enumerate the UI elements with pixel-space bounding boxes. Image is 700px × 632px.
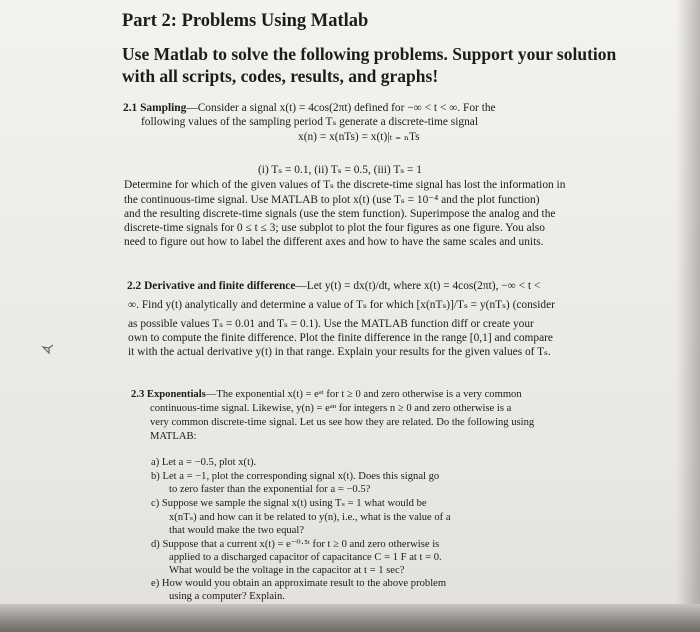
list-item-c-cont-2: that would make the two equal? xyxy=(169,525,305,536)
list-item-b-cont: to zero faster than the exponential for a = −0.5? xyxy=(169,484,371,495)
instruction-line-2: with all scripts, codes, results, and graphs! xyxy=(122,66,439,86)
part-title: Part 2: Problems Using Matlab xyxy=(122,11,369,31)
list-item-c: c) Suppose we sample the signal x(t) using Tₛ = 1 what would be xyxy=(151,498,427,509)
p22-line-1: 2.2 Derivative and finite difference—Let y(t) = dx(t)/dt, where x(t) = 4cos(2πt), −∞ < t < xyxy=(127,280,541,292)
list-item-c-cont-1: x(nTₛ) and how can it be related to y(n), i.e., what is the value of a xyxy=(169,512,451,523)
list-item-e-cont: using a computer? Explain. xyxy=(169,591,285,602)
instruction-line-1: Use Matlab to solve the following problems. Support your solution xyxy=(122,44,617,64)
p22-heading: 2.2 Derivative and finite difference xyxy=(127,280,296,292)
page-bottom-edge xyxy=(0,604,700,632)
p21-equation: x(n) = x(nTs) = x(t)|ₜ ₌ ₙTs xyxy=(298,131,420,143)
p23-line-1: 2.3 Exponentials—The exponential x(t) = eᵃᵗ for t ≥ 0 and zero otherwise is a very common xyxy=(131,389,522,400)
p21-line-5: Determine for which of the given values of Tₛ the discrete-time signal has lost the information in xyxy=(124,179,566,191)
p22-line-5: it with the actual derivative y(t) in that range. Explain your results for the given values of Tₛ. xyxy=(128,346,551,358)
p21-heading: 2.1 Sampling xyxy=(123,102,187,114)
p21-line-6: the continuous-time signal. Use MATLAB to plot x(t) (use Tₛ = 10⁻⁴ and the plot function) xyxy=(124,194,540,206)
p22-line-4: own to compute the finite difference. Plot the finite difference in the range [0,1] and compare xyxy=(128,332,553,344)
p21-line-2: following values of the sampling period Tₛ generate a discrete-time signal xyxy=(141,116,479,128)
list-item-b: b) Let a = −1, plot the corresponding signal x(t). Does this signal go xyxy=(151,471,440,482)
p21-line-7: and the resulting discrete-time signals (use the stem function). Superimpose the analog and the xyxy=(124,208,556,220)
p21-line-8: discrete-time signals for 0 ≤ t ≤ 3; use subplot to plot the four figures as one figure. You also xyxy=(124,222,545,234)
p23-line-2: continuous-time signal. Likewise, y(n) = eᵃⁿ for integers n ≥ 0 and zero otherwise is a xyxy=(150,403,512,414)
list-item-e: e) How would you obtain an approximate result to the above problem xyxy=(151,578,447,589)
p23-heading: 2.3 Exponentials xyxy=(131,389,206,400)
p23-line-4: MATLAB: xyxy=(150,431,197,442)
p22-line-3: as possible values Tₛ = 0.01 and Tₛ = 0.1). Use the MATLAB function diff or create your xyxy=(128,318,534,330)
list-item-d-cont-2: What would be the voltage in the capacitor at t = 1 sec? xyxy=(169,565,405,576)
list-item-d-cont-1: applied to a discharged capacitor of capacitance C = 1 F at t = 0. xyxy=(169,552,442,563)
p23-line-3: very common discrete-time signal. Let us see how they are related. Do the following using xyxy=(150,417,535,428)
list-item-d: d) Suppose that a current x(t) = e⁻⁰·⁵ᵗ for t ≥ 0 and zero otherwise is xyxy=(151,539,440,550)
p21-line-1: 2.1 Sampling—Consider a signal x(t) = 4cos(2πt) defined for −∞ < t < ∞. For the xyxy=(123,102,496,114)
list-item-a: a) Let a = −0.5, plot x(t). xyxy=(151,457,257,468)
mouse-pointer-icon xyxy=(40,343,56,364)
p22-line-2: ∞. Find y(t) analytically and determine a value of Tₛ for which [x(nTₛ)]/Tₛ = y(nTₛ) (consider xyxy=(128,299,555,311)
p21-line-9: need to figure out how to label the different axes and how to have the same scales and units. xyxy=(124,236,544,248)
page-shadow xyxy=(676,0,700,632)
p21-sampling-values: (i) Tₛ = 0.1, (ii) Tₛ = 0.5, (iii) Tₛ = 1 xyxy=(258,164,422,176)
